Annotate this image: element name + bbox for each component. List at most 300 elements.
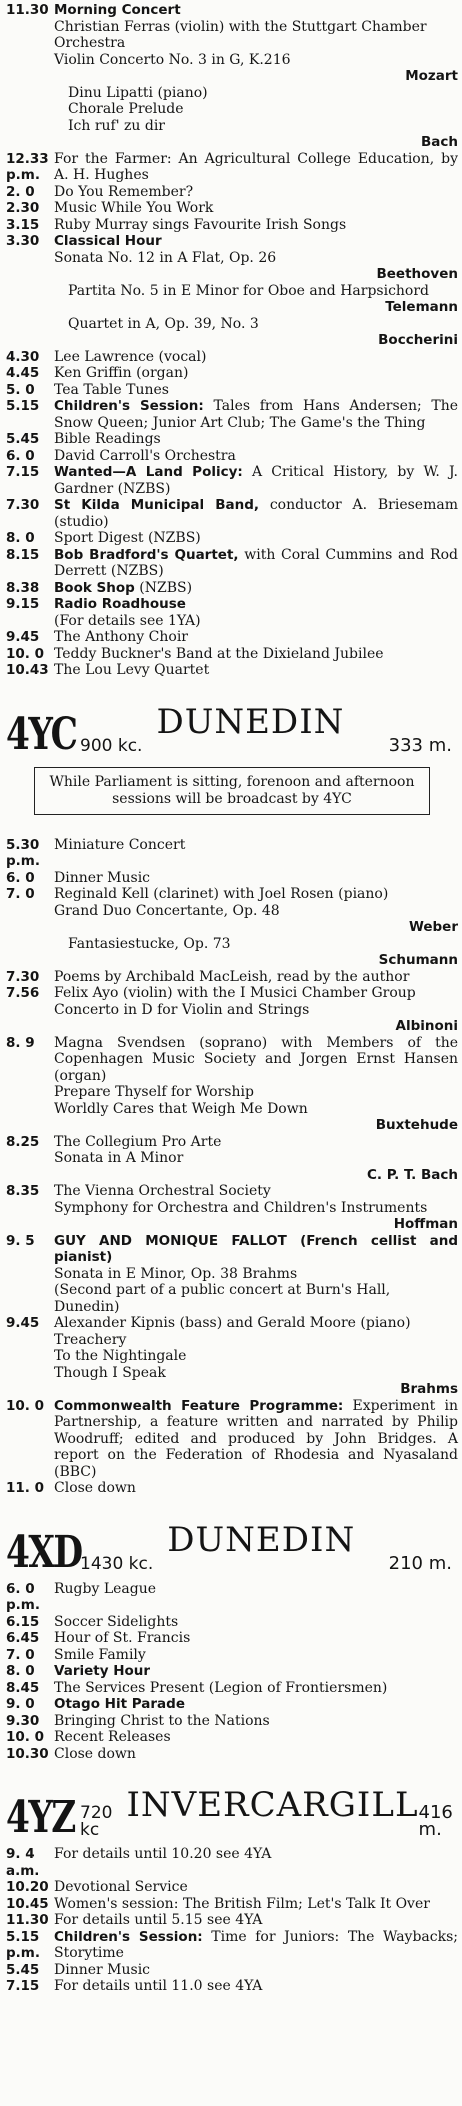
schedule-entry bbox=[6, 184, 458, 201]
entry-description: with Coral Cummins and Rod Derrett (NZBS) bbox=[54, 546, 458, 579]
entry-line bbox=[6, 1233, 458, 1266]
entry-time: 8.15 bbox=[6, 546, 40, 563]
entry-time: 4.30 bbox=[6, 348, 40, 365]
entry-text bbox=[54, 629, 458, 646]
entry-text bbox=[54, 1630, 458, 1647]
entry-work: (For details see 1YA) bbox=[54, 612, 201, 629]
schedule-entry bbox=[6, 530, 458, 547]
entry-line bbox=[6, 1912, 458, 1929]
entry-description: Experiment in Partnership, a feature written and narrated by Philip Woodruff; edited and produced by John Bridges. A report on the Federation of Rhodesia and Nyasaland (BBC) bbox=[54, 1397, 458, 1480]
entry-text bbox=[54, 530, 458, 547]
entry-text bbox=[54, 662, 458, 679]
entry-description: The Services Present (Legion of Frontiersmen) bbox=[54, 1679, 388, 1696]
entry-time: 8.25 bbox=[6, 1133, 40, 1150]
entry-description: conductor A. Briesemam (studio) bbox=[54, 497, 458, 530]
entry-line bbox=[6, 886, 458, 903]
entry-line bbox=[6, 1713, 458, 1730]
entry-line bbox=[6, 1581, 458, 1614]
entry-text bbox=[54, 1480, 458, 1497]
entry-work: Quartet in A, Op. 39, No. 3 bbox=[68, 315, 259, 332]
schedule-entry bbox=[6, 316, 458, 349]
entry-description: Dinner Music bbox=[54, 1961, 151, 1978]
entry-time: 10.43 bbox=[6, 662, 49, 678]
schedule-entry bbox=[6, 1480, 458, 1497]
entry-line bbox=[6, 1978, 458, 1995]
entry-work: Grand Duo Concertante, Op. 48 bbox=[54, 902, 280, 919]
entry-line bbox=[6, 1480, 458, 1497]
entry-description: Tales from Hans Andersen; The Snow Queen; Junior Art Club; The Game's the Thing bbox=[54, 398, 459, 431]
schedule-entry bbox=[6, 151, 458, 184]
station-header-4yc bbox=[6, 701, 458, 760]
entry-description: Close down bbox=[54, 1480, 136, 1496]
entry-description: For details until 11.0 see 4YA bbox=[54, 1978, 263, 1994]
entry-text bbox=[54, 448, 458, 465]
entry-time: 10.20 bbox=[6, 1879, 49, 1895]
entry-description: Devotional Service bbox=[54, 1879, 188, 1895]
entry-time: 11. 0 bbox=[6, 1480, 45, 1496]
entry-time: 2. 0 bbox=[6, 183, 35, 200]
entry-composer: Boccherini bbox=[378, 332, 458, 348]
entry-time: 5.45 bbox=[6, 431, 40, 447]
entry-description: The Vienna Orchestral Society bbox=[54, 1183, 271, 1199]
entry-time: 6. 0 bbox=[6, 447, 35, 464]
entry-description: Soccer Sidelights bbox=[54, 1613, 179, 1630]
entry-time: 9. 4 a.m. bbox=[6, 1846, 40, 1879]
entry-description: Teddy Buckner's Band at the Dixieland Jubilee bbox=[54, 645, 384, 662]
entry-heading: Variety Hour bbox=[54, 1663, 151, 1679]
entry-heading: Wanted—A Land Policy: bbox=[54, 464, 243, 480]
entry-description: Felix Ayo (violin) with the I Musici Chamber Group bbox=[54, 985, 416, 1001]
entry-text bbox=[54, 1978, 458, 1995]
entry-text bbox=[54, 1035, 458, 1085]
entry-text bbox=[54, 1962, 458, 1979]
entry-line bbox=[6, 1614, 458, 1631]
entry-description: The Collegium Pro Arte bbox=[54, 1133, 222, 1150]
entry-line bbox=[6, 1134, 458, 1151]
entry-line bbox=[6, 662, 458, 679]
schedule-entry bbox=[6, 1929, 458, 1962]
entry-text bbox=[54, 837, 458, 854]
entry-description: Ken Griffin (organ) bbox=[54, 365, 189, 381]
entry-description: Sport Digest (NZBS) bbox=[54, 530, 201, 546]
entry-work: Sonata No. 12 in A Flat, Op. 26 bbox=[54, 249, 277, 266]
entry-line bbox=[6, 1896, 458, 1913]
entry-line bbox=[6, 1929, 458, 1962]
entry-line bbox=[6, 1183, 458, 1200]
entry-description: (NZBS) bbox=[139, 579, 193, 596]
entry-composer: Buxtehude bbox=[375, 1117, 458, 1133]
entry-line bbox=[6, 870, 458, 887]
entry-time: 9.45 bbox=[6, 1315, 40, 1331]
schedule-entry bbox=[6, 1896, 458, 1913]
entry-work: Sonata in A Minor bbox=[54, 1150, 184, 1166]
schedule-entry bbox=[6, 1647, 458, 1664]
entry-description: Close down bbox=[54, 1745, 136, 1762]
notice-box: While Parliament is sitting, forenoon and afternoon sessions will be broadcast by 4YC bbox=[34, 767, 430, 815]
entry-time: 5.15 bbox=[6, 398, 40, 414]
entry-line bbox=[6, 349, 458, 366]
schedule-entry bbox=[6, 283, 458, 316]
entry-time: 10. 0 bbox=[6, 645, 45, 662]
schedule-entry bbox=[6, 936, 458, 969]
schedule-entry bbox=[6, 382, 458, 399]
entry-text bbox=[54, 886, 458, 903]
entry-time: 11.30 bbox=[6, 2, 49, 18]
station-callsign: 4YC bbox=[6, 708, 77, 760]
schedule-entry bbox=[6, 497, 458, 530]
entry-line bbox=[6, 1696, 458, 1713]
entry-text bbox=[54, 1696, 458, 1713]
entry-composer: Weber bbox=[408, 919, 458, 935]
station-header-4yz bbox=[6, 1784, 458, 1843]
entry-text bbox=[54, 1729, 458, 1746]
entry-line bbox=[6, 547, 458, 580]
entry-heading: Children's Session: bbox=[54, 1928, 203, 1945]
station-frequency: 900 kc. bbox=[80, 736, 143, 756]
station-frequency: 1430 kc. bbox=[80, 1554, 154, 1574]
schedule-entry bbox=[6, 233, 458, 283]
entry-text bbox=[54, 2, 458, 19]
entry-time: 8. 0 bbox=[6, 530, 35, 546]
schedule-entry bbox=[6, 1962, 458, 1979]
entry-text bbox=[54, 1746, 458, 1763]
entry-time: 8. 9 bbox=[6, 1034, 35, 1051]
entry-time: 7.30 bbox=[6, 968, 40, 985]
entry-text bbox=[54, 969, 458, 986]
entry-text bbox=[54, 151, 458, 184]
entry-text bbox=[54, 1398, 458, 1481]
schedule-entry bbox=[6, 837, 458, 870]
schedule-entry bbox=[6, 1746, 458, 1763]
schedule-entry bbox=[6, 547, 458, 580]
entry-heading: Book Shop bbox=[54, 579, 135, 596]
schedule-entry bbox=[6, 349, 458, 366]
schedule-entry bbox=[6, 1978, 458, 1995]
schedule-entry bbox=[6, 1729, 458, 1746]
entry-line bbox=[6, 464, 458, 497]
entry-time: 8.35 bbox=[6, 1183, 40, 1199]
entry-time: 10.45 bbox=[6, 1895, 49, 1912]
entry-description: Bible Readings bbox=[54, 431, 161, 447]
entry-line bbox=[6, 233, 458, 250]
entry-heading: Radio Roadhouse bbox=[54, 596, 186, 612]
station-wavelength: 416 m. bbox=[418, 1802, 453, 1840]
entry-line bbox=[6, 530, 458, 547]
entry-description: Magna Svendsen (soprano) with Members of the Copenhagen Music Society and Jorgen Ernst Hansen (organ) bbox=[54, 1034, 458, 1084]
entry-text bbox=[54, 1879, 458, 1896]
entry-line bbox=[6, 629, 458, 646]
entry-time: 5.15 p.m. bbox=[6, 1928, 40, 1961]
schedule-entry bbox=[6, 1134, 458, 1184]
entry-text bbox=[54, 1680, 458, 1697]
schedule-entry bbox=[6, 1696, 458, 1713]
radio-listings-column bbox=[6, 2, 458, 1995]
schedule-entry bbox=[6, 1183, 458, 1233]
entry-text bbox=[54, 646, 458, 663]
entry-work: Though I Speak bbox=[54, 1364, 166, 1381]
schedule-entry bbox=[6, 1680, 458, 1697]
entry-composer: Bach bbox=[420, 134, 458, 150]
entry-description: For details until 5.15 see 4YA bbox=[54, 1912, 263, 1928]
entry-time: 10. 0 bbox=[6, 1729, 45, 1745]
schedule-entry bbox=[6, 870, 458, 887]
entry-line bbox=[6, 431, 458, 448]
entry-line bbox=[6, 1398, 458, 1481]
schedule-entry bbox=[6, 985, 458, 1035]
station-city: DUNEDIN bbox=[156, 701, 345, 742]
schedule-entry bbox=[6, 662, 458, 679]
entry-line bbox=[6, 1729, 458, 1746]
entry-description: David Carroll's Orchestra bbox=[54, 447, 236, 464]
entry-work: Worldly Cares that Weigh Me Down bbox=[54, 1100, 308, 1117]
entry-line bbox=[6, 2, 458, 19]
schedule-entry bbox=[6, 646, 458, 663]
entry-line bbox=[6, 985, 458, 1002]
station-wavelength: 333 m. bbox=[388, 735, 452, 756]
entry-text bbox=[54, 580, 458, 597]
schedule-entry bbox=[6, 629, 458, 646]
entry-heading: GUY AND MONIQUE FALLOT (French cellist and pianist) bbox=[54, 1232, 458, 1265]
entry-work: (Second part of a public concert at Burn's Hall, Dunedin) bbox=[54, 1282, 391, 1315]
entry-text bbox=[54, 1896, 458, 1913]
entry-text bbox=[54, 596, 458, 613]
entry-heading: Bob Bradford's Quartet, bbox=[54, 546, 239, 563]
entry-time: 3.30 bbox=[6, 233, 40, 249]
entry-text bbox=[54, 1912, 458, 1929]
schedule-entry bbox=[6, 2, 458, 85]
entry-time: 9. 0 bbox=[6, 1696, 35, 1712]
entry-work: Symphony for Orchestra and Children's Instruments bbox=[54, 1199, 428, 1216]
entry-heading: Classical Hour bbox=[54, 233, 162, 249]
entry-text bbox=[54, 1233, 458, 1266]
entry-time: 8.38 bbox=[6, 579, 40, 596]
schedule-entry bbox=[6, 1713, 458, 1730]
entry-line bbox=[6, 580, 458, 597]
schedule-entry bbox=[6, 1581, 458, 1614]
schedule-entry bbox=[6, 217, 458, 234]
schedule-entry bbox=[6, 200, 458, 217]
entry-time: 2.30 bbox=[6, 200, 40, 216]
entry-text bbox=[54, 365, 458, 382]
station-city: DUNEDIN bbox=[167, 1519, 356, 1560]
schedule-entry bbox=[6, 1846, 458, 1879]
entry-work: Violin Concerto No. 3 in G, K.216 bbox=[54, 51, 291, 68]
schedule-entry bbox=[6, 464, 458, 497]
entry-time: 7.30 bbox=[6, 497, 40, 513]
entry-description: Lee Lawrence (vocal) bbox=[54, 348, 207, 365]
entry-work: Chorale Prelude bbox=[68, 101, 184, 117]
entry-description: For details until 10.20 see 4YA bbox=[54, 1846, 272, 1862]
entry-time: 7. 0 bbox=[6, 1646, 35, 1663]
entry-description: Smile Family bbox=[54, 1646, 146, 1663]
schedule-entry bbox=[6, 580, 458, 597]
entry-description: Reginald Kell (clarinet) with Joel Rosen (piano) bbox=[54, 886, 389, 902]
entry-description: Hour of St. Francis bbox=[54, 1630, 191, 1646]
station-callsign: 4YZ bbox=[6, 1792, 75, 1843]
entry-text bbox=[54, 349, 458, 366]
entry-line bbox=[6, 382, 458, 399]
entry-work: Fantasiestucke, Op. 73 bbox=[68, 935, 231, 952]
entry-description: Dinner Music bbox=[54, 869, 151, 886]
entry-text bbox=[54, 1663, 458, 1680]
entry-line bbox=[6, 184, 458, 201]
entry-line bbox=[6, 596, 458, 613]
entry-text bbox=[54, 233, 458, 250]
schedule-entry bbox=[6, 969, 458, 986]
schedule-entry bbox=[6, 398, 458, 431]
entry-line bbox=[6, 1846, 458, 1879]
entry-description: Music While You Work bbox=[54, 200, 214, 216]
entry-text bbox=[54, 217, 458, 234]
entry-description: Alexander Kipnis (bass) and Gerald Moore (piano) bbox=[54, 1315, 411, 1331]
schedule-entry bbox=[6, 365, 458, 382]
entry-line bbox=[6, 1879, 458, 1896]
entry-time: 12.33 p.m. bbox=[6, 150, 49, 183]
entry-composer: Hoffman bbox=[393, 1216, 458, 1232]
entry-text bbox=[54, 985, 458, 1002]
entry-composer: Beethoven bbox=[376, 266, 458, 282]
entry-heading: St Kilda Municipal Band, bbox=[54, 497, 259, 513]
entry-line bbox=[6, 1647, 458, 1664]
entry-time: 7. 0 bbox=[6, 886, 35, 902]
entry-time: 9.15 bbox=[6, 596, 40, 612]
entry-description: Bringing Christ to the Nations bbox=[54, 1712, 270, 1729]
entry-time: 10.30 bbox=[6, 1745, 49, 1762]
entry-work: Christian Ferras (violin) with the Stuttgart Chamber Orchestra bbox=[54, 18, 427, 51]
schedule-entry bbox=[6, 431, 458, 448]
schedule-continued bbox=[6, 2, 458, 679]
station-frequency: 720 kc bbox=[80, 1803, 113, 1840]
schedule-entry bbox=[6, 1398, 458, 1481]
schedule-entry bbox=[6, 85, 458, 151]
entry-composer: Mozart bbox=[405, 68, 458, 84]
schedule-entry bbox=[6, 1663, 458, 1680]
entry-time: 6. 0 p.m. bbox=[6, 1580, 40, 1613]
schedule-4xd bbox=[6, 1581, 458, 1763]
entry-line bbox=[6, 151, 458, 184]
schedule-entry bbox=[6, 1035, 458, 1134]
entry-text bbox=[54, 1315, 458, 1332]
entry-time: 7.56 bbox=[6, 985, 40, 1001]
schedule-entry bbox=[6, 1315, 458, 1398]
entry-text bbox=[54, 1134, 458, 1151]
entry-text bbox=[54, 547, 458, 580]
station-callsign: 4XD bbox=[6, 1526, 82, 1578]
entry-text bbox=[54, 398, 458, 431]
entry-heading: Children's Session: bbox=[54, 398, 204, 414]
entry-work: Dinu Lipatti (piano) bbox=[68, 84, 208, 101]
entry-time: 5. 0 bbox=[6, 381, 35, 398]
entry-time: 3.15 bbox=[6, 216, 40, 233]
entry-line bbox=[6, 1630, 458, 1647]
entry-work: To the Nightingale bbox=[54, 1348, 187, 1364]
entry-text bbox=[54, 200, 458, 217]
entry-heading: Morning Concert bbox=[54, 2, 181, 18]
entry-time: 7.15 bbox=[6, 464, 40, 480]
entry-text bbox=[54, 1647, 458, 1664]
schedule-entry bbox=[6, 1630, 458, 1647]
schedule-entry bbox=[6, 448, 458, 465]
entry-description: For the Farmer: An Agricultural College Education, by A. H. Hughes bbox=[54, 150, 458, 183]
schedule-entry bbox=[6, 596, 458, 629]
entry-line bbox=[6, 365, 458, 382]
entry-time: 8.45 bbox=[6, 1679, 40, 1696]
entry-text bbox=[54, 382, 458, 399]
entry-line bbox=[6, 646, 458, 663]
schedule-entry bbox=[6, 1912, 458, 1929]
entry-description: Rugby League bbox=[54, 1580, 157, 1597]
entry-description: Do You Remember? bbox=[54, 183, 194, 200]
entry-composer: C. P. T. Bach bbox=[367, 1166, 458, 1183]
entry-composer: Schumann bbox=[378, 952, 458, 968]
entry-line bbox=[6, 398, 458, 431]
entry-time: 5.30 p.m. bbox=[6, 836, 40, 869]
entry-heading: Commonwealth Feature Programme: bbox=[54, 1397, 344, 1414]
schedule-4yz bbox=[6, 1846, 458, 1995]
station-wavelength: 210 m. bbox=[388, 1553, 452, 1574]
entry-text bbox=[54, 1581, 458, 1598]
entry-composer: Albinoni bbox=[395, 1018, 458, 1034]
schedule-entry bbox=[6, 1233, 458, 1316]
entry-text bbox=[54, 497, 458, 530]
entry-time: 6.45 bbox=[6, 1630, 40, 1646]
entry-description: Recent Releases bbox=[54, 1729, 171, 1745]
entry-time: 6.15 bbox=[6, 1613, 40, 1630]
entry-time: 6. 0 bbox=[6, 869, 35, 886]
entry-line bbox=[6, 1680, 458, 1697]
entry-time: 8. 0 bbox=[6, 1663, 35, 1679]
entry-time: 9.45 bbox=[6, 629, 40, 645]
entry-line bbox=[6, 837, 458, 870]
entry-time: 9.30 bbox=[6, 1712, 40, 1729]
entry-heading: Otago Hit Parade bbox=[54, 1696, 185, 1712]
entry-line bbox=[6, 1035, 458, 1085]
entry-description: Time for Juniors: The Waybacks; Storytime bbox=[54, 1928, 459, 1961]
entry-description: Tea Table Tunes bbox=[54, 381, 169, 398]
entry-work: Concerto in D for Violin and Strings bbox=[54, 1001, 310, 1018]
entry-time: 4.45 bbox=[6, 365, 40, 381]
entry-line bbox=[6, 1746, 458, 1763]
entry-work: Prepare Thyself for Worship bbox=[54, 1084, 254, 1100]
entry-line bbox=[6, 200, 458, 217]
entry-description: The Anthony Choir bbox=[54, 629, 188, 645]
entry-time: 9. 5 bbox=[6, 1232, 35, 1249]
entry-text bbox=[54, 464, 458, 497]
schedule-entry bbox=[6, 1614, 458, 1631]
entry-line bbox=[6, 448, 458, 465]
entry-description: A Critical History, by W. J. Gardner (NZBS) bbox=[54, 464, 458, 497]
entry-description: Women's session: The British Film; Let's Talk It Over bbox=[54, 1895, 430, 1912]
entry-text bbox=[54, 1929, 458, 1962]
schedule-entry bbox=[6, 1879, 458, 1896]
entry-text bbox=[54, 1846, 458, 1863]
entry-text bbox=[54, 431, 458, 448]
entry-line bbox=[6, 969, 458, 986]
entry-text bbox=[54, 184, 458, 201]
entry-time: 11.30 bbox=[6, 1912, 49, 1928]
entry-composer: Telemann bbox=[385, 299, 458, 315]
entry-text bbox=[54, 870, 458, 887]
entry-line bbox=[6, 217, 458, 234]
station-header-4xd bbox=[6, 1519, 458, 1578]
entry-time: 7.15 bbox=[6, 1978, 40, 1994]
entry-work: Treachery bbox=[54, 1331, 127, 1348]
entry-line bbox=[6, 1962, 458, 1979]
entry-time: 10. 0 bbox=[6, 1397, 45, 1414]
entry-work: Ich ruf' zu dir bbox=[68, 117, 166, 134]
entry-line bbox=[6, 1663, 458, 1680]
entry-work: Sonata in E Minor, Op. 38 Brahms bbox=[54, 1265, 298, 1282]
